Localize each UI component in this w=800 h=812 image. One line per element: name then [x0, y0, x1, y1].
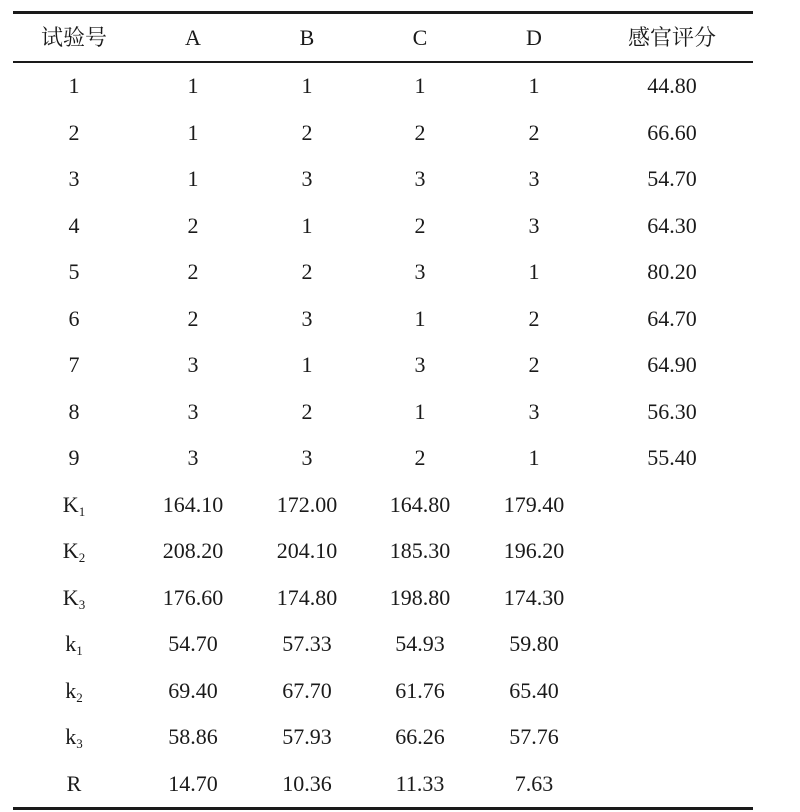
table-cell: 196.20 [503, 538, 565, 563]
table-cell: 7.63 [514, 770, 554, 796]
table-cell: 65.40 [509, 677, 559, 703]
row-label-subscript: 3 [76, 736, 83, 751]
table-cell: 10.36 [282, 770, 332, 796]
row-label [13, 482, 135, 529]
row-label [13, 761, 135, 809]
table-cell: 3 [301, 305, 313, 331]
row-label-text: 7 [68, 352, 80, 377]
table-cell [591, 528, 753, 575]
table-cell: 2 [414, 445, 426, 470]
table-cell: 1 [528, 259, 540, 284]
header-factor-d: D [526, 25, 542, 50]
table-cell: 2 [301, 259, 313, 284]
row-label [13, 342, 135, 389]
table-row [13, 62, 753, 110]
table-cell: 179.40 [503, 491, 565, 517]
row-label-text: 8 [68, 398, 80, 424]
row-label-subscript: 1 [76, 643, 83, 658]
row-label-text: 6 [68, 305, 80, 331]
table-cell: 54.93 [395, 631, 445, 656]
table-cell: 66.26 [395, 724, 445, 749]
table-cell: 174.80 [276, 584, 338, 610]
table-cell: 164.80 [389, 491, 451, 517]
row-label [13, 249, 135, 296]
table-row [13, 714, 753, 761]
table-cell: 2 [301, 398, 313, 424]
table-cell: 204.10 [276, 538, 338, 563]
table-cell: 56.30 [647, 398, 697, 424]
table-cell: 61.76 [395, 677, 445, 703]
table-row [13, 668, 753, 715]
table-cell: 3 [187, 352, 199, 377]
table-cell: 1 [528, 445, 540, 470]
table-cell: 44.80 [647, 73, 697, 98]
table-cell: 2 [187, 305, 199, 331]
orthogonal-test-table [13, 11, 753, 810]
table-cell: 208.20 [162, 538, 224, 563]
row-label-text: K [62, 584, 79, 610]
row-label-text: 4 [68, 212, 80, 238]
row-label-text: k [65, 677, 77, 703]
table-cell: 3 [301, 166, 313, 191]
row-label [13, 156, 135, 203]
row-label [13, 668, 135, 715]
table-cell: 11.33 [395, 770, 445, 796]
table-cell: 1 [528, 73, 540, 98]
table-cell: 3 [414, 259, 426, 284]
row-label-text: k [65, 631, 77, 656]
row-label-text: 9 [68, 445, 80, 470]
table-cell [591, 575, 753, 622]
table-cell: 64.90 [647, 352, 697, 377]
table-row [13, 575, 753, 622]
row-label [13, 203, 135, 250]
row-label-text: 3 [68, 166, 80, 191]
table-cell: 3 [528, 212, 540, 238]
table-row [13, 761, 753, 809]
orthogonal-test-table-container [13, 11, 753, 810]
row-label [13, 621, 135, 668]
table-cell: 64.70 [647, 305, 697, 331]
row-label [13, 714, 135, 761]
table-cell [591, 668, 753, 715]
row-label-text: K [62, 491, 79, 517]
row-label-text: 5 [68, 259, 80, 284]
row-label-subscript: 2 [76, 689, 83, 705]
row-label-subscript: 2 [78, 550, 86, 565]
table-cell: 2 [528, 305, 540, 331]
table-row [13, 156, 753, 203]
table-cell: 57.76 [509, 724, 559, 749]
row-label [13, 296, 135, 343]
row-label-text: 1 [68, 73, 80, 98]
table-cell: 14.70 [168, 770, 218, 796]
table-cell: 1 [187, 73, 199, 98]
table-cell: 1 [301, 73, 313, 98]
table-body [13, 62, 753, 809]
table-cell: 55.40 [647, 445, 697, 470]
table-cell: 54.70 [647, 166, 697, 191]
row-label [13, 62, 135, 110]
header-factor-b: B [299, 25, 315, 50]
row-label-subscript: 3 [78, 596, 86, 612]
table-cell: 174.30 [503, 584, 565, 610]
table-cell: 3 [528, 398, 540, 424]
table-row [13, 110, 753, 157]
table-cell: 1 [301, 352, 313, 377]
table-row [13, 621, 753, 668]
table-cell: 3 [301, 445, 313, 470]
table-cell: 2 [301, 119, 313, 145]
table-cell: 80.20 [647, 259, 697, 284]
row-label [13, 575, 135, 622]
table-cell [591, 714, 753, 761]
table-cell: 3 [187, 398, 199, 424]
table-row [13, 249, 753, 296]
table-cell: 1 [414, 305, 426, 331]
header-test-number: 试验号 [40, 25, 107, 50]
table-row [13, 203, 753, 250]
table-cell: 64.30 [647, 212, 697, 238]
table-cell: 2 [187, 212, 199, 238]
table-cell: 3 [414, 352, 426, 377]
table-cell: 57.33 [282, 631, 332, 656]
table-row [13, 435, 753, 482]
table-cell: 1 [301, 212, 313, 238]
table-row [13, 342, 753, 389]
row-label-text: K [62, 538, 79, 563]
row-label [13, 528, 135, 575]
table-header [13, 13, 753, 63]
table-cell [591, 482, 753, 529]
table-cell: 57.93 [282, 724, 332, 749]
row-label-text: 2 [68, 119, 80, 145]
table-cell: 2 [414, 119, 426, 145]
table-cell: 3 [528, 166, 540, 191]
row-label-text: R [66, 770, 82, 796]
table-row [13, 528, 753, 575]
header-sensory-score: 感官评分 [627, 25, 716, 50]
row-label [13, 435, 135, 482]
table-cell: 2 [528, 119, 540, 145]
table-cell [591, 761, 753, 809]
table-cell: 59.80 [509, 631, 559, 656]
table-row [13, 482, 753, 529]
table-cell: 164.10 [162, 491, 224, 517]
table-cell: 69.40 [168, 677, 218, 703]
table-cell: 185.30 [389, 538, 451, 563]
table-cell: 2 [187, 259, 199, 284]
table-cell: 2 [528, 352, 540, 377]
table-cell: 1 [187, 119, 199, 145]
header-factor-c: C [412, 25, 428, 50]
table-cell: 1 [414, 398, 426, 424]
table-cell: 198.80 [389, 584, 451, 610]
row-label [13, 110, 135, 157]
table-row [13, 296, 753, 343]
table-cell: 2 [414, 212, 426, 238]
row-label [13, 389, 135, 436]
table-cell: 58.86 [168, 724, 218, 749]
header-row [13, 13, 753, 63]
table-cell: 172.00 [276, 491, 338, 517]
table-cell: 1 [414, 73, 426, 98]
table-row [13, 389, 753, 436]
table-cell: 66.60 [647, 119, 697, 145]
table-cell: 54.70 [168, 631, 218, 656]
table-cell: 3 [187, 445, 199, 470]
header-factor-a: A [185, 25, 201, 50]
table-cell: 67.70 [282, 677, 332, 703]
table-cell: 176.60 [162, 584, 224, 610]
row-label-text: k [65, 724, 77, 749]
table-cell [591, 621, 753, 668]
table-cell: 3 [414, 166, 426, 191]
row-label-subscript: 1 [78, 503, 86, 519]
table-cell: 1 [187, 166, 199, 191]
